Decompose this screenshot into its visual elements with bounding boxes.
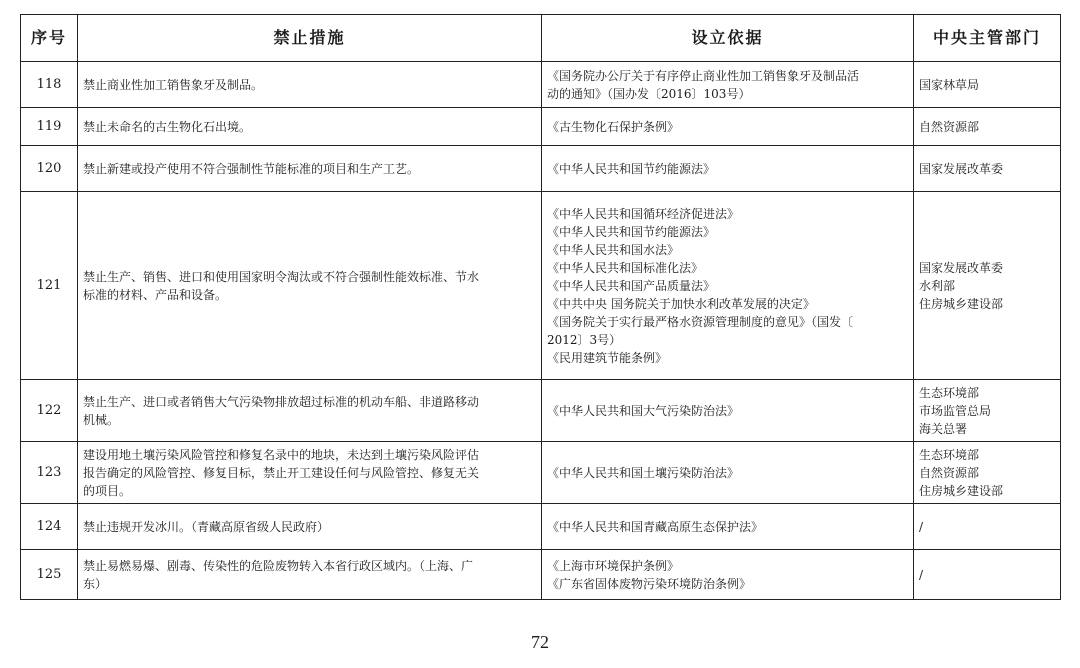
row-number: 122 xyxy=(21,380,78,442)
measure-cell xyxy=(78,192,542,380)
row-number: 123 xyxy=(21,442,78,504)
basis-line: 《广东省固体废物污染环境防治条例》 xyxy=(547,576,752,591)
header-basis: 设立依据 xyxy=(542,15,914,62)
table-row xyxy=(21,380,1061,442)
prohibited-measures-table xyxy=(20,14,1061,600)
dept-line: 国家发展改革委 xyxy=(919,260,1004,275)
table-row xyxy=(21,550,1061,600)
table-row xyxy=(21,442,1061,504)
dept-cell xyxy=(914,146,1061,192)
row-number: 118 xyxy=(21,62,78,108)
basis-line: 《中华人民共和国水法》 xyxy=(547,242,680,257)
table-row xyxy=(21,192,1061,380)
basis-cell xyxy=(542,380,914,442)
header-measure: 禁止措施 xyxy=(78,15,542,62)
row-number: 119 xyxy=(21,108,78,146)
measure-cell xyxy=(78,146,542,192)
basis-line: 《古生物化石保护条例》 xyxy=(547,119,680,134)
measure-line: 机械。 xyxy=(83,412,120,427)
measure-cell xyxy=(78,380,542,442)
measure-cell xyxy=(78,504,542,550)
row-number: 120 xyxy=(21,146,78,192)
measure-line: 标准的材料、产品和设备。 xyxy=(83,287,228,302)
measure-line: 建设用地土壤污染风险管控和修复名录中的地块，未达到土壤污染风险评估 xyxy=(83,447,480,462)
dept-line: 市场监管总局 xyxy=(919,403,992,418)
measure-cell xyxy=(78,442,542,504)
measure-line: 东） xyxy=(83,576,108,591)
basis-cell xyxy=(542,62,914,108)
dept-line: 自然资源部 xyxy=(919,465,980,480)
table-row xyxy=(21,504,1061,550)
basis-cell xyxy=(542,146,914,192)
measure-line: 报告确定的风险管控、修复目标，禁止开工建设任何与风险管控、修复无关 xyxy=(83,465,480,480)
measure-line: 禁止生产、销售、进口和使用国家明令淘汰或不符合强制性能效标准、节水 xyxy=(83,269,480,284)
basis-line: 动的通知》（国办发〔2016〕103号） xyxy=(547,86,751,101)
measure-line: 禁止未命名的古生物化石出境。 xyxy=(83,119,252,134)
basis-line: 《中华人民共和国循环经济促进法》 xyxy=(547,206,740,221)
basis-line: 2012〕3号） xyxy=(547,332,622,347)
dept-line: 住房城乡建设部 xyxy=(919,296,1004,311)
measure-cell xyxy=(78,62,542,108)
measure-line: 禁止商业性加工销售象牙及制品。 xyxy=(83,77,264,92)
measure-line: 禁止新建或投产使用不符合强制性节能标准的项目和生产工艺。 xyxy=(83,161,420,176)
table-row xyxy=(21,108,1061,146)
measure-cell xyxy=(78,550,542,600)
row-number: 124 xyxy=(21,504,78,550)
measure-line: 禁止易燃易爆、剧毒、传染性的危险废物转入本省行政区域内。（上海、广 xyxy=(83,558,474,573)
dept-cell xyxy=(914,442,1061,504)
basis-line: 《上海市环境保护条例》 xyxy=(547,558,680,573)
row-number: 125 xyxy=(21,550,78,600)
dept-line: 国家发展改革委 xyxy=(919,161,1004,176)
basis-cell xyxy=(542,504,914,550)
header-dept: 中央主管部门 xyxy=(914,15,1061,62)
basis-cell xyxy=(542,192,914,380)
dept-line: / xyxy=(919,519,924,534)
dept-cell xyxy=(914,550,1061,600)
dept-cell xyxy=(914,108,1061,146)
measure-line: 禁止违规开发冰川。（青藏高原省级人民政府） xyxy=(83,519,330,534)
header-no: 序号 xyxy=(21,15,78,62)
measure-line: 禁止生产、进口或者销售大气污染物排放超过标准的机动车船、非道路移动 xyxy=(83,394,480,409)
basis-line: 《国务院办公厅关于有序停止商业性加工销售象牙及制品活 xyxy=(547,68,860,83)
dept-line: 自然资源部 xyxy=(919,119,980,134)
dept-cell xyxy=(914,62,1061,108)
measure-cell xyxy=(78,108,542,146)
basis-cell xyxy=(542,550,914,600)
regulation-table-container xyxy=(20,14,1060,600)
dept-line: 生态环境部 xyxy=(919,385,980,400)
basis-line: 《中华人民共和国青藏高原生态保护法》 xyxy=(547,519,764,534)
dept-line: 海关总署 xyxy=(919,421,968,436)
table-row xyxy=(21,146,1061,192)
table-row xyxy=(21,62,1061,108)
basis-line: 《中华人民共和国节约能源法》 xyxy=(547,224,716,239)
basis-line: 《中华人民共和国节约能源法》 xyxy=(547,161,716,176)
basis-line: 《中华人民共和国标准化法》 xyxy=(547,260,704,275)
basis-line: 《中华人民共和国大气污染防治法》 xyxy=(547,403,740,418)
dept-line: 国家林草局 xyxy=(919,77,980,92)
basis-cell xyxy=(542,442,914,504)
measure-line: 的项目。 xyxy=(83,483,132,498)
basis-line: 《国务院关于实行最严格水资源管理制度的意见》（国发〔 xyxy=(547,314,854,329)
table-body xyxy=(21,62,1061,600)
dept-line: 水利部 xyxy=(919,278,956,293)
dept-cell xyxy=(914,504,1061,550)
dept-line: / xyxy=(919,567,924,582)
dept-cell xyxy=(914,380,1061,442)
dept-line: 住房城乡建设部 xyxy=(919,483,1004,498)
page-number: 72 xyxy=(531,632,549,652)
dept-cell xyxy=(914,192,1061,380)
basis-line: 《中共中央 国务院关于加快水利改革发展的决定》 xyxy=(547,296,815,311)
dept-line: 生态环境部 xyxy=(919,447,980,462)
basis-line: 《民用建筑节能条例》 xyxy=(547,350,668,365)
basis-cell xyxy=(542,108,914,146)
row-number: 121 xyxy=(21,192,78,380)
basis-line: 《中华人民共和国产品质量法》 xyxy=(547,278,716,293)
basis-line: 《中华人民共和国土壤污染防治法》 xyxy=(547,465,740,480)
table-header-row xyxy=(21,15,1061,62)
